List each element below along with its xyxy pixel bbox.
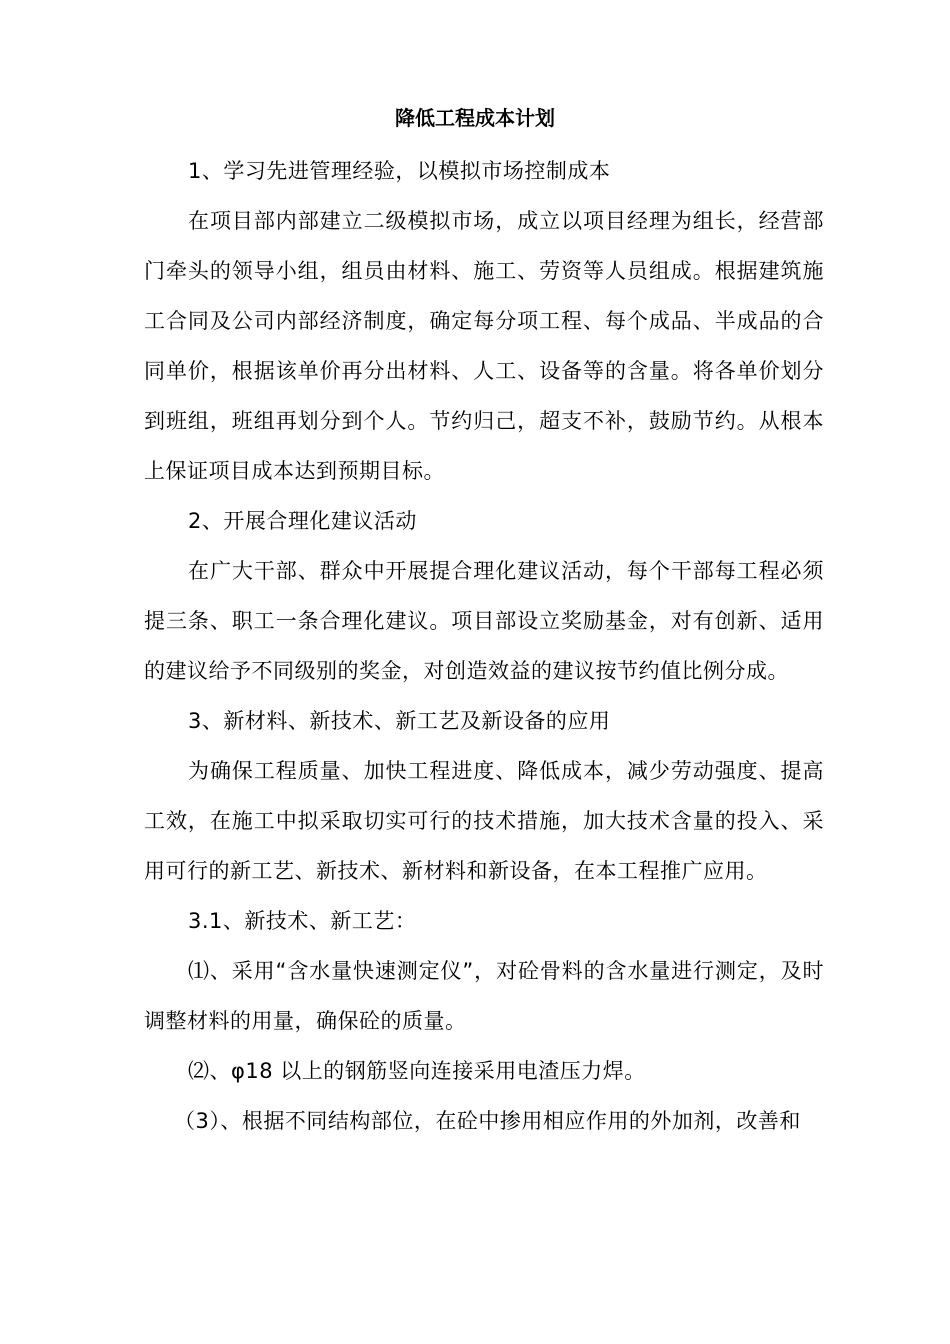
section-heading-3: 3、新材料、新技术、新工艺及新设备的应用 [188, 709, 611, 733]
subsection-heading-3-1: 3.1、新技术、新工艺： [188, 909, 417, 933]
list-item-3: （3）、根据不同结构部位，在砼中掺用相应作用的外加剂，改善和 [174, 1109, 801, 1133]
document-body [144, 146, 824, 1146]
list-item-1: ⑴、采用“含水量快速测定仪”，对砼骨料的含水量进行测定，及时调整材料的用量，确保砼的质量。 [144, 959, 824, 1033]
paragraph-simulated-market: 在项目部内部建立二级模拟市场，成立以项目经理为组长，经营部门牵头的领导小组，组员由材料、施工、劳资等人员组成。根据建筑施工合同及公司内部经济制度，确定每分项工程、每个成品、半成品的合同单价，根据该单价再分出材料、人工、设备等的含量。将各单价划分到班组，班组再划分到个人。节约归己，超支不补，鼓励节约。从根本上保证项目成本达到预期目标。 [144, 209, 824, 483]
section-heading-2: 2、开展合理化建议活动 [188, 509, 417, 533]
paragraph-suggestions: 在广大干部、群众中开展提合理化建议活动，每个干部每工程必须提三条、职工一条合理化建议。项目部设立奖励基金，对有创新、适用的建议给予不同级别的奖金，对创造效益的建议按节约值比例分成。 [144, 559, 824, 683]
section-heading-1: 1、学习先进管理经验，以模拟市场控制成本 [188, 159, 611, 183]
document-title: 降低工程成本计划 [395, 106, 555, 130]
list-item-2: ⑵、φ18 以上的钢筋竖向连接采用电渣压力焊。 [188, 1059, 646, 1083]
paragraph-new-technology: 为确保工程质量、加快工程进度、降低成本，减少劳动强度、提高工效，在施工中拟采取切实可行的技术措施，加大技术含量的投入、采用可行的新工艺、新技术、新材料和新设备，在本工程推广应用。 [144, 759, 824, 883]
